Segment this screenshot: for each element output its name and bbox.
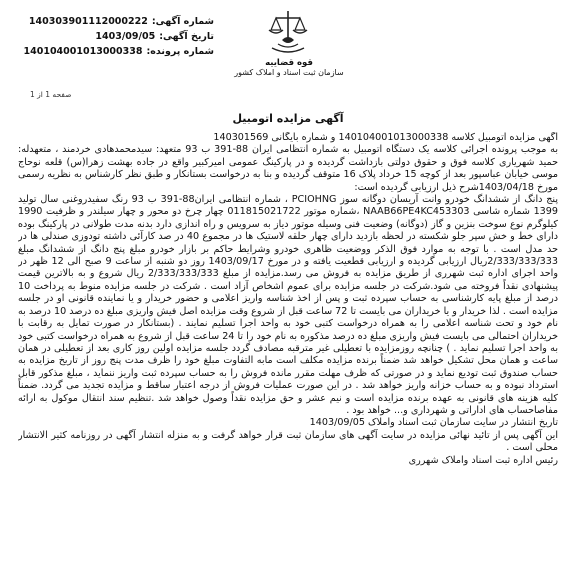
notice-date-label: تاریخ آگهی: bbox=[159, 31, 214, 42]
notice-number-label: شماره آگهی: bbox=[151, 16, 214, 27]
document-body bbox=[18, 132, 558, 564]
org-name: قوه قضاییه bbox=[265, 58, 313, 68]
org-subtitle: سازمان ثبت اسناد و املاک کشور bbox=[234, 68, 344, 77]
notice-date-row bbox=[14, 29, 214, 44]
notice-number-row bbox=[14, 14, 214, 29]
paragraph-heading: آگهی مزایده اتومبیل کلاسه 140104001013000338 و شماره بایگانی 140301569 bbox=[213, 132, 558, 143]
paragraph-signature: رئیس اداره ثبت اسناد واملاک شهرری bbox=[408, 454, 558, 466]
notice-date: 1403/09/05 bbox=[95, 31, 156, 42]
emblem-icon bbox=[262, 8, 314, 58]
paragraph-notice: این آگهی پس از تائید نهائی مزایده در سایت آگهی های سازمان ثبت قرار خواهد گرفت و به منزله انتشار آگهی در روزنامه کثیر الانتشار محلی است . bbox=[18, 429, 558, 454]
document-header bbox=[0, 0, 576, 110]
document-title: آگهی مزایده اتومبیل bbox=[232, 112, 344, 125]
paragraph-details: پنج دانگ از ششدانگ خودرو وانت آریسان دوگانه سوز PCIOHNG ، شماره انتظامی ایران88-391 ب 93 رنگ سفیدروغنی سال تولید 1399 شماره شاسی NAAB66PE4KC453303 ،شماره موتور 011815021722 چهار چرخ دو محور و چهار سیلندر و ظرفیت 1990 کیلوگرم نوع سوخت بنزین و گاز (دوگانه) وضعیت فنی وسیله موتور دیاز به سرویس و راه اندازی دارد بدنه مدت طولانی در پارکینگ بوده دارای خط و خش سپر جلو شکسته در لحظه بازدید دارای چهار حلقه لاستیک ها در مجموع 40 در صد کارآئی داشته تودوزی صندلی ها در حد مدل است . با توجه به موارد فوق الذکر ووضعیت ظاهری خودرو وشرایط حاکم بر بازار خودرو مبلغ پنج دانگ از ششدانگ مبلغ 2/333/333/333ریال ارزیابی گردیده و ارزیابی قطعیت یافته و در مورخ 1403/09/17 روز دو شنبه از ساعت 9 صبح الی 12 ظهر در واحد اجرای اداره ثبت شهرری از طریق مزایده به فروش می رسد.مزایده از مبلغ 2/333/333/333 ریال شروع و به بالاترین قیمت پیشنهادی نقداً فروخته می شود.شرکت در جلسه مزایده برای عموم اشخاص آزاد است . شرکت در جلسه مزایده منوط به پرداخت 10 درصد از مبلغ پایه کارشناسی به حساب سپرده ثبت و پس از اخذ شناسه واریز اعلامی و حضور خریدار و یا نماینده قانونی او در جلسه مزایده است . لذا خریدار و یا خریداران می بایست تا 72 ساعت قبل از شروع وقت مزایده اصل فیش واریزی مبلغ ده درصد 10 درصد به نام خود و تحت شناسه اعلامی را به همراه درخواست کتبی خود به واحد اجرا تسلیم نمایند . (بستانکار در صورت تمایل به رقابت با خریداران احتمالی می بایست فیش واریزی مبلغ ده درصد مذکوره به نام خود را تا 24 ساعت قبل از شروع به همراه درخواست کتبی خود به واحد اجرا تسلیم نماید . ) چنانچه روزمزایده با تعطیلی غیر مترقبه مصادف گردد جلسه مزایده اولین روز کاری بعد از تعطیلی در همان ساعت و همان محل تشکیل خواهد شد ضمناً برنده مزایده مکلف است مابه التفاوت مبلغ خود را ظرف مدت پنج روز از تاریخ مزایده به حساب صندوق ثبت تودیع نماید و در صورتی که ظرف مهلت مقرر مانده فروش را به حساب سپرده ثبت واریز ننماید ، مبلغ مذکور قابل استرداد نبوده و به حساب خزانه واریز خواهد شد . در این صورت عملیات فروش از درجه اعتبار ساقط و مزایده تجدید می گردد. ضمناً کلیه هزینه های قانونی به عهده برنده مزایده است و نیم عشر و حق مزایده نقداً وصول خواهد شد .تنظیم سند انتقال موکول به ارائه مفاصاحساب های اداراتی و شهرداری و... خواهد بود . bbox=[18, 194, 558, 416]
file-number-label: شماره پرونده: bbox=[146, 46, 214, 57]
notice-number: 140303901112000222 bbox=[28, 16, 148, 27]
notice-meta bbox=[14, 14, 214, 59]
paragraph-publish-date: تاریخ انتشار در سایت سازمان ثبت اسناد واملاک 1403/09/05 bbox=[309, 417, 558, 429]
file-number-row bbox=[14, 44, 214, 59]
paragraph-seizure: به موجب پرونده اجرائی کلاسه یک دستگاه اتومبیل به شماره انتظامی ایران 88-391 ب 93 متعهد: سیدمحمدهادی خردمند ، متعهدله: حمید شهریاری کلاسه فوق و حقوق دولتی بازداشت گردیده و در پارکینگ عمومی امیرکبیر واقع در جاده بهشت زهرا(س) قلعه نوحاج موسی خیابان عباسپور بعد از کوچه 15 خرداد پلاک 16 متوقف گردیده و بنا به درخواست بستانکار و طبق نظر کارشناس به نظریه رسمی مورخ 1403/04/18شرح ذیل ارزیابی گردیده است: bbox=[18, 144, 558, 193]
page-number: صفحه 1 از 1 bbox=[30, 90, 72, 99]
file-number: 140104001013000338 bbox=[23, 46, 143, 57]
org-block bbox=[230, 58, 348, 78]
